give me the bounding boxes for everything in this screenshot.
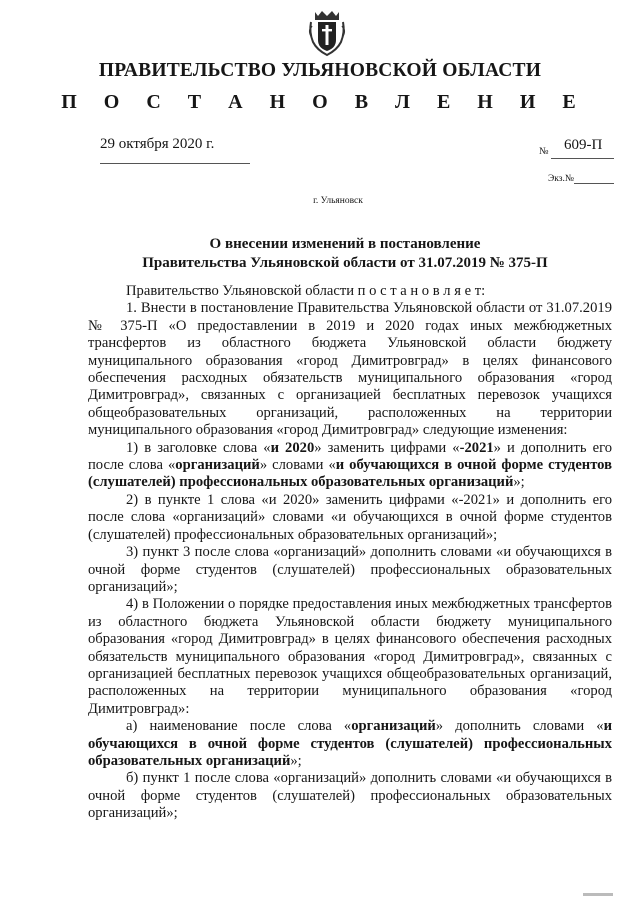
number-underline [551,158,614,159]
title-line-1: О внесении изменений в постановление [209,236,481,252]
title-line-2: Правительства Ульяновской области от 31.07.2019 № 375-П [142,255,548,271]
footer-mark [583,893,613,896]
date-underline [100,163,250,164]
document-body [88,283,612,823]
organization-name: ПРАВИТЕЛЬСТВО УЛЬЯНОВСКОЙ ОБЛАСТИ [98,60,542,81]
paragraph-4: 3) пункт 3 после слова «организаций» дополнить словами «и обучающихся в очной форме студентов (слушателей) профессиональных образовательных организаций»; [88,544,612,595]
document-number: 609-П [564,137,603,153]
paragraph-3: 2) в пункте 1 слова «и 2020» заменить цифрами «-2021» и дополнить его после слова «организаций» словами «и обучающихся в очной форме студентов (слушателей) профессиональных образовательных организаций»; [88,491,612,543]
paragraph-6: а) наименование после слова «организаций» дополнить словами «и обучающихся в очной форме студентов (слушателей) профессиональных образовательных организаций»; [88,718,612,769]
ulyanovsk-coat-of-arms-icon [307,8,347,58]
number-label: № [539,146,549,157]
city: г. Ульяновск [313,196,363,206]
document-type: П О С Т А Н О В Л Е Н И Е [61,91,587,113]
paragraph-7: б) пункт 1 после слова «организаций» дополнить словами «и обучающихся в очной форме студентов (слушателей) профессиональных образовательных организаций»; [88,770,612,822]
paragraph-5: 4) в Положении о порядке предоставления иных межбюджетных трансфертов из областного бюджета Ульяновской области бюджету муниципального образования «город Димитровград» в целях финансового обеспечения расходных обязательств муниципального образования «город Димитровград», связанных с организацией бесплатных перевозок учащихся общеобразовательных организаций, расположенных на территории муниципального образования «город Димитровград»: [88,596,612,717]
copy-underline [574,183,614,184]
copy-label: Экз.№ [548,174,574,184]
document-date: 29 октября 2020 г. [100,136,215,152]
preamble: Правительство Ульяновской области п о с т а н о в л я е т: [126,283,486,299]
paragraph-2: 1) в заголовке слова «и 2020» заменить цифрами «-2021» и дополнить его после слова «организаций» словами «и обучающихся в очной форме студентов (слушателей) профессиональных образовательных организаций»; [88,439,612,491]
paragraph-1: 1. Внести в постановление Правительства Ульяновской области от 31.07.2019 № 375-П «О предоставлении в 2019 и 2020 годах иных межбюджетных трансфертов из областного бюджета Ульяновской области бюджету муниципального образования «город Димитровград» в целях финансового обеспечения расходных обязательств муниципального образования «город Димитровград», связанных с организацией бесплатных перевозок учащихся общеобразовательных организаций, расположенных на территории муниципального образования «город Димитровград» следующие изменения: [88,300,612,439]
document-title [120,235,570,273]
